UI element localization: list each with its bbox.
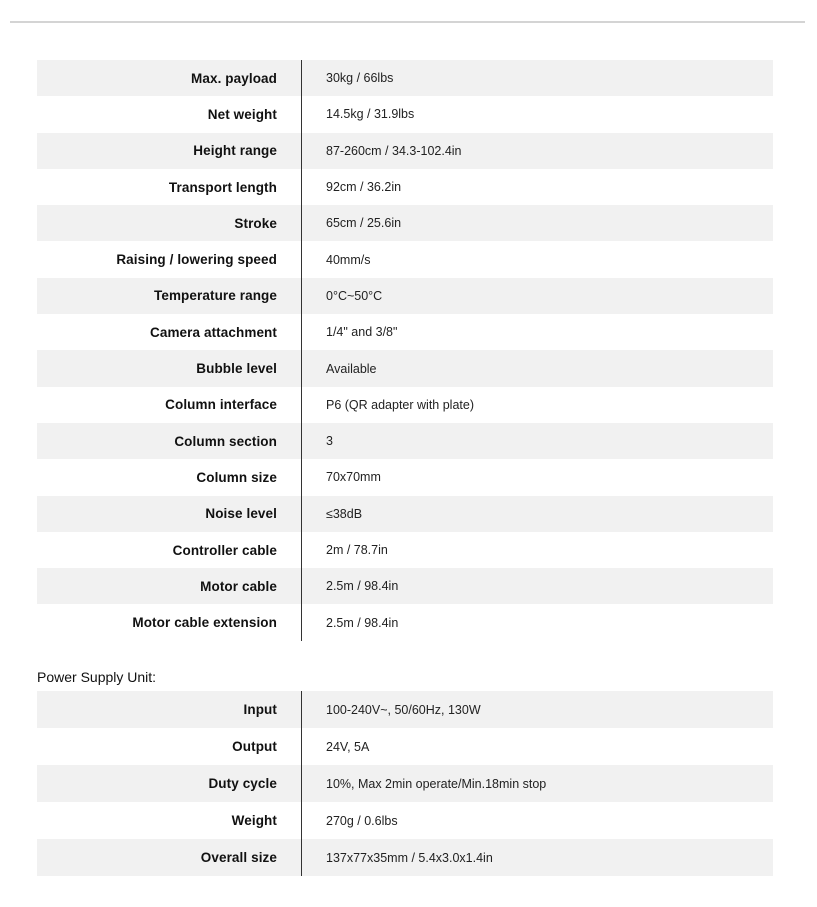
spec-row [37,496,773,532]
spec-value: Available [326,361,377,376]
spec-label: Duty cycle [208,776,277,791]
spec-label: Input [243,702,277,717]
spec-label: Column interface [165,397,277,413]
spec-row [37,133,773,169]
spec-label: Overall size [200,850,277,865]
spec-label: Max. payload [191,70,277,86]
spec-value: 0°C~50°C [326,288,383,303]
spec-label: Stroke [234,215,277,231]
spec-label: Output [232,739,277,754]
spec-row [37,728,773,765]
spec-row [37,765,773,802]
spec-value: P6 (QR adapter with plate) [326,397,474,412]
spec-row [37,691,773,728]
spec-row [37,205,773,241]
spec-label: Raising / lowering speed [116,252,277,268]
spec-label: Weight [231,813,277,828]
spec-value: 14.5kg / 31.9lbs [326,107,415,122]
spec-row [37,60,773,96]
spec-row [37,839,773,876]
spec-label: Column size [196,469,277,485]
spec-row [37,532,773,568]
spec-row [37,423,773,459]
spec-row [37,96,773,132]
spec-label: Noise level [205,506,277,522]
spec-value: 270g / 0.6lbs [326,813,398,828]
spec-row [37,387,773,423]
spec-value: 2.5m / 98.4in [326,615,399,630]
spec-row [37,314,773,350]
spec-label: Height range [193,143,277,159]
spec-value: 10%, Max 2min operate/Min.18min stop [326,776,547,791]
column-divider [301,691,302,876]
spec-table [37,60,773,641]
spec-label: Column section [174,433,277,449]
spec-value: 65cm / 25.6in [326,216,402,231]
spec-value: 24V, 5A [326,739,370,754]
psu-section-title: Power Supply Unit: [37,669,157,685]
spec-label: Camera attachment [150,324,277,340]
spec-value: ≤38dB [326,506,363,521]
top-divider [10,21,805,23]
spec-value: 2m / 78.7in [326,543,388,557]
spec-value: 30kg / 66lbs [326,71,394,86]
spec-value: 70x70mm [326,470,381,485]
spec-value: 2.5m / 98.4in [326,579,399,594]
spec-value: 100-240V~, 50/60Hz, 130W [326,702,481,717]
spec-row [37,278,773,314]
spec-row [37,604,773,640]
psu-spec-table [37,691,773,876]
spec-label: Bubble level [196,361,277,377]
column-divider [301,60,302,641]
spec-label: Transport length [168,179,277,195]
spec-label: Temperature range [154,288,277,304]
spec-row [37,169,773,205]
spec-label: Controller cable [172,542,277,558]
spec-value: 3 [326,434,333,449]
spec-row [37,802,773,839]
spec-value: 137x77x35mm / 5.4x3.0x1.4in [326,850,493,865]
spec-value: 87-260cm / 34.3-102.4in [326,143,462,158]
spec-label: Net weight [207,106,277,122]
spec-label: Motor cable [200,578,277,594]
spec-row [37,350,773,386]
spec-value: 40mm/s [326,252,371,267]
spec-row [37,459,773,495]
spec-label: Motor cable extension [132,615,277,631]
spec-row [37,568,773,604]
spec-row [37,241,773,277]
spec-value: 92cm / 36.2in [326,180,402,195]
spec-value: 1/4" and 3/8" [326,325,398,340]
